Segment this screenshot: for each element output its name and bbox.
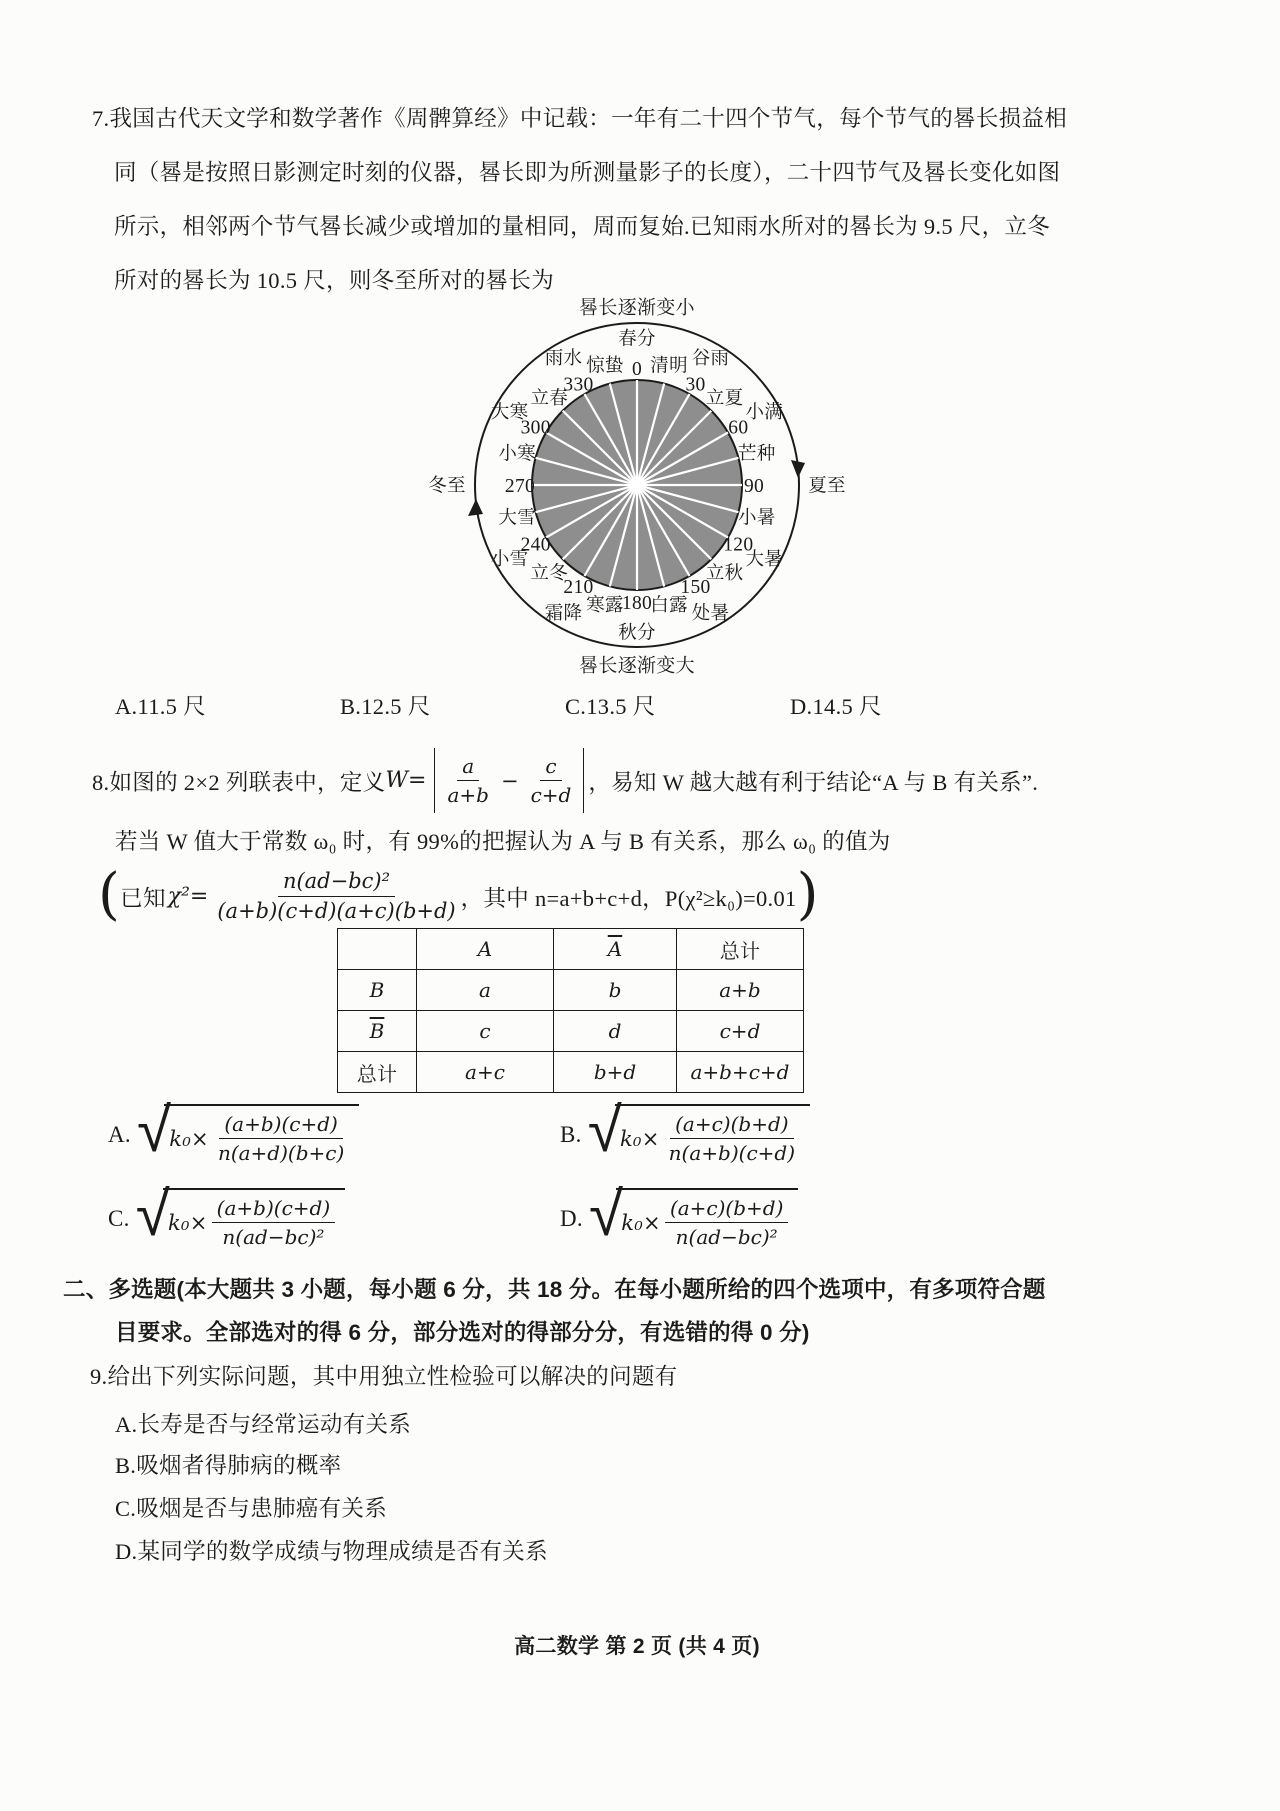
question-7 — [92, 92, 1220, 308]
cell-c-plus-d: c+d — [677, 1011, 804, 1052]
solar-term-label: 夏至 — [808, 476, 846, 497]
solar-term-label: 芒种 — [737, 444, 776, 465]
cell-b: b — [554, 970, 677, 1011]
sqrt-expression: √ k₀× $\frac{(a+c)(b+d)}{\text{n(ad−bc)²}}$ — [589, 1188, 798, 1250]
solar-term-label: 白露 — [650, 596, 688, 617]
q9-option-d: D.某同学的数学成绩与物理成绩是否有关系 — [115, 1539, 548, 1564]
degree-label: 270 — [504, 475, 536, 497]
solar-term-label: 清明 — [650, 356, 688, 377]
diagram-caption-top: 晷长逐渐变小 — [579, 297, 695, 319]
chi-intro-text: 已知 — [120, 885, 166, 911]
solar-term-label: 谷雨 — [691, 349, 730, 370]
solar-terms-diagram-wrap — [407, 285, 867, 685]
solar-term-label: 惊蛰 — [586, 356, 624, 377]
q9-option-b: B.吸烟者得肺病的概率 — [115, 1453, 342, 1478]
question-7-line-1: 7.我国古代天文学和数学著作《周髀算经》中记载：一年有二十四个节气，每个节气的晷长损益相 — [92, 106, 1068, 131]
q8-intro-suffix: ，易知 W 越大越有利于结论“A 与 B 有关系”. — [588, 769, 1039, 795]
fraction: $\frac{a}{a+b}$ — [447, 754, 489, 807]
q8-intro-text: 8.如图的 2×2 列联表中，定义 — [92, 769, 386, 795]
fraction: $\frac{c}{c+d}$ — [530, 754, 572, 807]
degree-label: 210 — [563, 577, 594, 599]
solar-term-label: 霜降 — [544, 603, 583, 624]
solar-term-label: 大暑 — [745, 549, 784, 570]
header-a-bar: $\overline{A}$ — [554, 929, 677, 970]
q7-option-d: D.14.5 尺 — [790, 694, 882, 719]
solar-term-label: 处暑 — [691, 603, 730, 624]
solar-term-label: 小雪 — [490, 549, 529, 570]
table-row — [338, 1052, 804, 1093]
cell-a-plus-c: a+c — [417, 1052, 554, 1093]
row-total-label: 总计 — [338, 1052, 417, 1093]
solar-term-label: 小暑 — [737, 508, 776, 529]
cell-n-total: a+b+c+d — [677, 1052, 804, 1093]
question-7-line-4: 所对的晷长为 10.5 尺，则冬至所对的晷长为 — [114, 268, 555, 293]
cell-a-plus-b: a+b — [677, 970, 804, 1011]
sqrt-expression: √ k₀× $\frac{(a+b)(c+d)}{n(a+d)(b+c)}$ — [137, 1104, 359, 1166]
chi-fraction: $\frac{\text{n(ad−bc)²}}{(a+b)(c+d)(a+c)(b+d)}$ — [217, 869, 456, 924]
q9-option-c: C.吸烟是否与患肺癌有关系 — [115, 1496, 388, 1521]
w-equals: W= — [385, 768, 427, 793]
q7-option-c: C.13.5 尺 — [565, 694, 656, 719]
arrow-up-icon — [468, 499, 483, 516]
degree-label: 30 — [685, 374, 706, 396]
cell-c: c — [417, 1011, 554, 1052]
diagram-caption-bottom: 晷长逐渐变大 — [579, 655, 695, 677]
solar-term-label: 立夏 — [705, 388, 744, 409]
row-b-label: B — [338, 970, 417, 1011]
header-a: A — [417, 929, 554, 970]
solar-term-label: 小寒 — [498, 444, 537, 465]
degree-label: 300 — [520, 417, 551, 439]
degree-label: 0 — [631, 358, 643, 380]
q8-option-a: A. √ k₀× $\frac{(a+b)(c+d)}{n(a+d)(b+c)}$ — [108, 1104, 359, 1166]
cell-a: a — [417, 970, 554, 1011]
degree-label: 120 — [723, 534, 754, 556]
question-8-line-2: 若当 W 值大于常数 ω₀ 时，有 99%的把握认为 A 与 B 有关系，那么 ω₀ 的值为 — [115, 829, 891, 854]
arrow-down-icon — [791, 460, 805, 478]
solar-term-label: 立冬 — [530, 564, 569, 585]
radical-sign: √ — [135, 1177, 171, 1250]
question-7-line-3: 所示，相邻两个节气晷长减少或增加的量相同，周而复始.已知雨水所对的晷长为 9.5 尺，立冬 — [114, 214, 1051, 239]
solar-term-label: 雨水 — [544, 349, 583, 370]
question-7-options — [115, 692, 1015, 722]
solar-term-label: 大寒 — [490, 402, 529, 423]
table-row — [338, 1011, 804, 1052]
solar-term-label: 寒露 — [586, 596, 624, 617]
header-total: 总计 — [677, 929, 804, 970]
question-7-line-2: 同（晷是按照日影测定时刻的仪器，晷长即为所测量影子的长度），二十四节气及晷长变化如图 — [114, 160, 1061, 185]
q7-option-b: B.12.5 尺 — [340, 694, 431, 719]
section-2-header-line-2: 目要求。全部选对的得 6 分，部分选对的得部分分，有选错的得 0 分) — [115, 1320, 810, 1345]
solar-term-label: 秋分 — [618, 623, 656, 644]
q8-option-b: B. √ k₀× $\frac{(a+c)(b+d)}{n(a+b)(c+d)}$ — [560, 1104, 810, 1166]
q9-option-a: A.长寿是否与经常运动有关系 — [115, 1412, 412, 1437]
degree-label: 150 — [680, 577, 711, 599]
solar-term-label: 立春 — [530, 388, 569, 409]
cell-d: d — [554, 1011, 677, 1052]
solar-term-label: 立秋 — [705, 564, 744, 585]
question-9-stem: 9.给出下列实际问题，其中用独立性检验可以解决的问题有 — [90, 1364, 678, 1389]
section-2-header-line-1: 二、多选题(本大题共 3 小题，每小题 6 分，共 18 分。在每小题所给的四个选项中，有多项符合题 — [63, 1277, 1046, 1302]
chi-mid-text: ，其中 n=a+b+c+d，P(χ²≥k₀)=0.01 — [460, 885, 797, 911]
cell-b-plus-d: b+d — [554, 1052, 677, 1093]
chi-squared-equals: χ²= — [167, 884, 209, 910]
table-row — [338, 970, 804, 1011]
solar-term-label: 春分 — [618, 329, 656, 350]
question-8-stem — [92, 748, 1038, 813]
question-8-chi-line: ( 已知 χ²= $\frac{\text{n(ad−bc)²}}{(a+b)(c+d)(a+c)(b+d)}$ ，其中 n=a+b+c+d，P(χ²≥k₀)=0.01 ) — [98, 861, 819, 927]
radical-sign: √ — [136, 1093, 172, 1166]
sqrt-expression: √ k₀× $\frac{(a+c)(b+d)}{n(a+b)(c+d)}$ — [588, 1104, 810, 1166]
table-row — [338, 929, 804, 970]
solar-term-label: 大雪 — [498, 508, 537, 529]
page-footer: 高二数学 第 2 页 (共 4 页) — [514, 1635, 760, 1658]
q8-option-c: C. √ k₀× $\frac{(a+b)(c+d)}{\text{n(ad−bc)²}}$ — [108, 1188, 345, 1250]
table-corner-cell — [338, 929, 417, 970]
solar-term-label: 冬至 — [428, 476, 466, 497]
abs-value-bars — [434, 748, 584, 813]
degree-label: 240 — [520, 534, 551, 556]
q8-option-d: D. √ k₀× $\frac{(a+c)(b+d)}{\text{n(ad−bc)²}}$ — [560, 1188, 798, 1250]
q7-option-a: A.11.5 尺 — [115, 694, 206, 719]
solar-terms-diagram — [407, 285, 867, 685]
degree-label: 90 — [743, 475, 765, 497]
row-b-bar-label: $\overline{B}$ — [338, 1011, 417, 1052]
degree-label: 60 — [728, 417, 749, 439]
contingency-table — [337, 928, 804, 1093]
sqrt-expression: √ k₀× $\frac{(a+b)(c+d)}{\text{n(ad−bc)²}}$ — [136, 1188, 345, 1250]
degree-label: 180 — [621, 592, 653, 614]
solar-term-label: 小满 — [745, 402, 784, 423]
minus-sign: − — [500, 768, 519, 793]
degree-label: 330 — [563, 374, 594, 396]
radical-sign: √ — [587, 1093, 623, 1166]
radical-sign: √ — [588, 1177, 624, 1250]
